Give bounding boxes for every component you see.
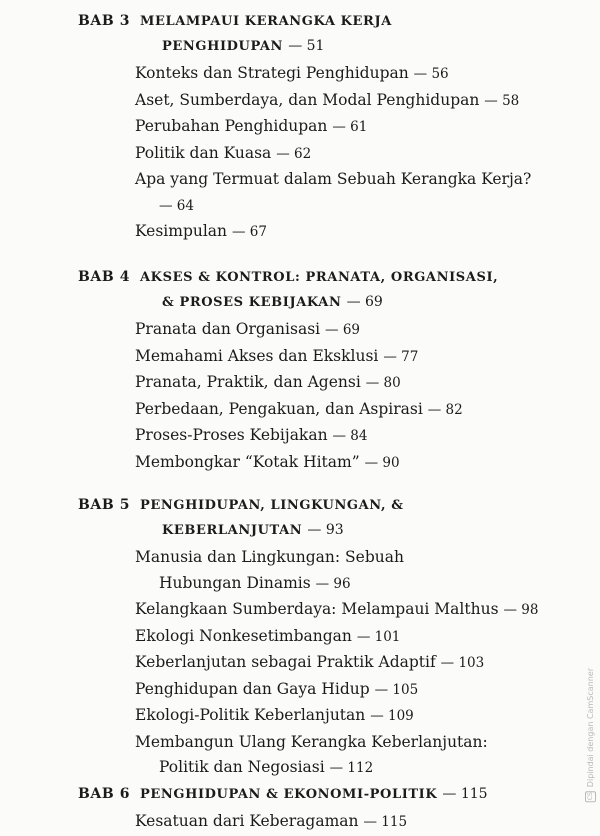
section-entry	[135, 114, 578, 141]
section-list	[135, 809, 578, 836]
section-page-number: — 90	[364, 454, 400, 471]
section-title: Politik dan Negosiasi	[159, 758, 325, 776]
section-page-number: — 96	[315, 575, 351, 592]
section-entry	[135, 677, 578, 704]
section-page-number: — 56	[413, 66, 449, 82]
section-page-number: — 64	[159, 197, 194, 214]
chapter-bab-5	[78, 493, 578, 782]
chapter-label: BAB 5	[78, 497, 131, 513]
section-title: Aset, Sumberdaya, dan Modal Penghidupan	[135, 90, 480, 109]
chapter-bab-6	[78, 782, 578, 836]
section-title: Perubahan Penghidupan	[135, 117, 328, 135]
section-entry	[135, 624, 578, 651]
section-title: Pranata dan Organisasi	[135, 320, 321, 338]
camscanner-icon: CS	[587, 792, 594, 801]
chapter-bab-4	[78, 265, 578, 476]
chapter-title: MELAMPAUI KERANGKA KERJA	[140, 14, 392, 29]
section-title: Perbedaan, Pengakuan, dan Aspirasi	[135, 399, 423, 418]
section-entry	[135, 317, 578, 344]
section-entry	[135, 650, 578, 677]
section-title: Membangun Ulang Kerangka Keberlanjutan:	[135, 732, 488, 751]
section-page-number: — 58	[484, 92, 520, 109]
chapter-page-number: — 115	[442, 786, 488, 802]
section-list	[135, 61, 578, 246]
section-page-number: — 69	[325, 322, 361, 338]
section-page-number: — 98	[503, 602, 539, 618]
section-title: Ekologi-Politik Keberlanjutan	[135, 706, 366, 724]
section-title: Memahami Akses dan Eksklusi	[135, 346, 379, 365]
section-title: Hubungan Dinamis	[159, 573, 311, 592]
section-entry	[135, 597, 578, 624]
section-entry-continued	[135, 193, 578, 220]
section-title: Politik dan Kuasa	[135, 143, 272, 162]
section-page-number: — 115	[363, 814, 408, 830]
section-title: Ekologi Nonkesetimbangan	[135, 626, 352, 645]
section-title: Membongkar “Kotak Hitam”	[135, 452, 360, 471]
chapter-label: BAB 4	[78, 269, 131, 285]
section-page-number: — 103	[440, 655, 485, 671]
chapter-page-number: — 69	[346, 294, 383, 310]
section-list	[135, 317, 578, 476]
section-page-number: — 101	[356, 628, 401, 645]
section-page-number: — 62	[276, 145, 312, 162]
section-entry	[135, 809, 578, 836]
section-entry	[135, 730, 578, 756]
section-entry	[135, 397, 578, 424]
scanner-watermark	[585, 668, 596, 802]
chapter-bab-3	[78, 9, 578, 246]
section-page-number: — 112	[329, 760, 374, 776]
section-entry-continued	[135, 571, 578, 598]
section-title: Keberlanjutan sebagai Praktik Adaptif	[135, 653, 436, 671]
section-title: Kesimpulan	[135, 222, 228, 240]
section-title: Kesatuan dari Keberagaman	[135, 812, 359, 830]
section-entry	[135, 703, 578, 730]
section-page-number: — 84	[332, 428, 368, 444]
section-title: Apa yang Termuat dalam Sebuah Kerangka Kerja?	[135, 170, 532, 188]
chapter-heading	[78, 493, 578, 543]
section-entry	[135, 219, 578, 246]
section-page-number: — 82	[427, 401, 463, 418]
chapter-heading	[78, 9, 578, 59]
section-page-number: — 80	[365, 375, 401, 391]
section-entry	[135, 450, 578, 477]
section-title: Kelangkaan Sumberdaya: Melampaui Malthus	[135, 600, 499, 618]
chapter-label: BAB 3	[78, 13, 131, 29]
chapter-label: BAB 6	[78, 786, 131, 802]
chapter-title	[140, 782, 578, 807]
chapter-heading	[78, 265, 578, 315]
chapter-title-line2: & PROSES KEBIJAKAN	[162, 295, 342, 310]
section-entry	[135, 61, 578, 88]
section-entry	[135, 545, 578, 571]
section-entry	[135, 167, 578, 193]
chapter-title-continued	[162, 290, 578, 315]
chapter-heading	[78, 782, 578, 807]
section-page-number: — 77	[383, 348, 419, 365]
chapter-page-number: — 51	[288, 38, 325, 54]
section-entry	[135, 423, 578, 450]
section-entry	[135, 88, 578, 115]
watermark-text: Dipindai dengan CamScanner	[586, 668, 595, 788]
chapter-title-continued	[162, 34, 578, 59]
chapter-title-line2: PENGHIDUPAN	[162, 39, 284, 54]
section-title: Pranata, Praktik, dan Agensi	[135, 373, 361, 391]
chapter-title: PENGHIDUPAN, LINGKUNGAN, &	[140, 498, 404, 513]
section-page-number: — 109	[370, 708, 414, 724]
chapter-title-continued	[162, 518, 578, 543]
section-page-number: — 61	[332, 119, 368, 135]
section-list	[135, 545, 578, 782]
section-entry	[135, 344, 578, 371]
section-page-number: — 67	[231, 224, 267, 240]
chapter-page-number: — 93	[307, 522, 344, 538]
section-page-number: — 105	[374, 681, 419, 698]
section-entry	[135, 370, 578, 397]
section-title: Proses-Proses Kebijakan	[135, 426, 328, 444]
section-entry	[135, 141, 578, 168]
section-title: Manusia dan Lingkungan: Sebuah	[135, 548, 404, 566]
section-entry-continued	[135, 755, 578, 782]
section-title: Konteks dan Strategi Penghidupan	[135, 64, 409, 82]
chapter-title-line2: KEBERLANJUTAN	[162, 523, 303, 538]
chapter-title-line1: PENGHIDUPAN & EKONOMI-POLITIK	[140, 787, 438, 802]
section-title: Penghidupan dan Gaya Hidup	[135, 679, 370, 698]
chapter-title: AKSES & KONTROL: PRANATA, ORGANISASI,	[140, 270, 499, 285]
